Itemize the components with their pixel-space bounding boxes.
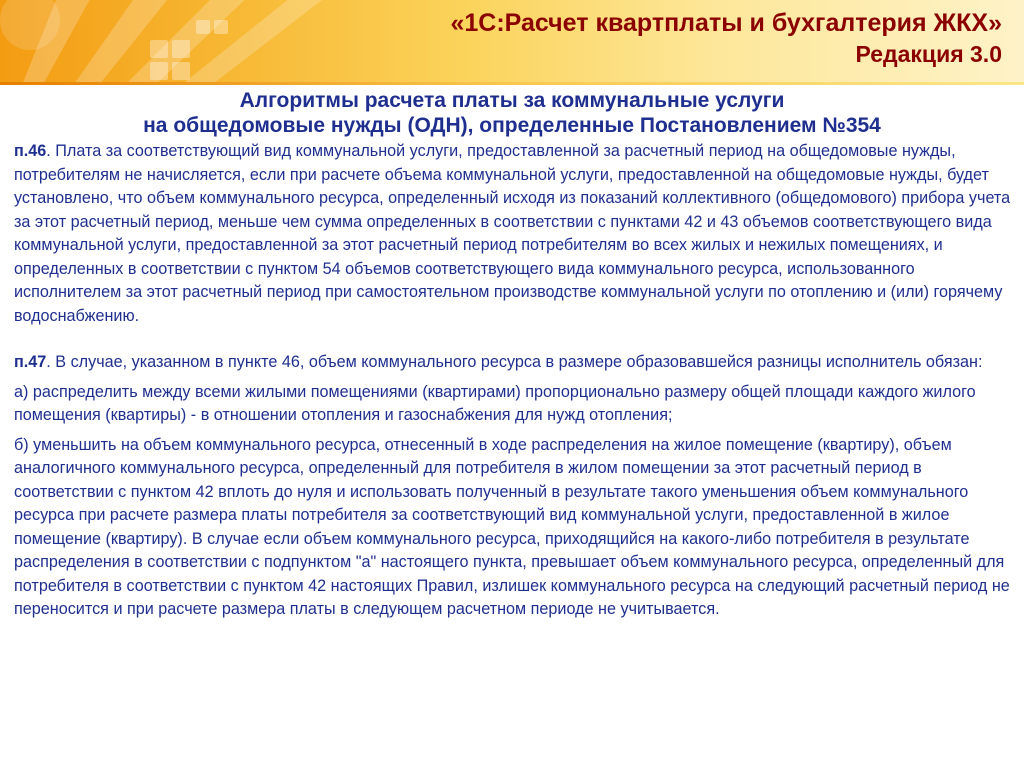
app-title: «1С:Расчет квартплаты и бухгалтерия ЖКХ» (450, 9, 1002, 37)
paragraph-47-text: . В случае, указанном в пункте 46, объем коммунального ресурса в размере образовавшейся разницы исполнитель обязан: (46, 353, 983, 371)
paragraph-46-number: п.46 (14, 142, 47, 160)
header-divider (0, 82, 1024, 85)
paragraph-47-number: п.47 (14, 353, 47, 371)
slide-heading (0, 88, 1024, 138)
slide-body (14, 140, 1014, 622)
paragraph-47 (14, 351, 1014, 375)
slide-header (0, 0, 1024, 82)
sunburst-decoration-icon (0, 0, 360, 82)
edition-label: Редакция 3.0 (855, 41, 1002, 67)
heading-line-1: Алгоритмы расчета платы за коммунальные услуги (239, 89, 785, 112)
heading-line-2: на общедомовые нужды (ОДН), определенные Постановлением №354 (143, 114, 881, 137)
subparagraph-a: а) распределить между всеми жилыми помещениями (квартирами) пропорционально размеру общей площади каждого жилого помещения (квартиры) - в отношении отопления и газоснабжения для нужд отопления; (14, 382, 976, 424)
paragraph-46-text: . Плата за соответствующий вид коммунальной услуги, предоставленной за расчетный период на общедомовые нужды, потребителям не начисляется, если при расчете объема коммунальной услуги, предоставленной на общедомовые нужды, будет установлено, что объем коммунального ресурса, определенный исходя из показаний коллективного (общедомового) прибора учета за этот расчетный период, меньше чем сумма определенных в соответствии с пунктами 42 и 43 объемов соответствующего вида коммунальной услуги, предоставленной за этот расчетный период потребителям во всех жилых и нежилых помещениях, и определенных в соответствии с пунктом 54 объемов соответствующего вида коммунального ресурса, использованного исполнителем за этот расчетный период при самостоятельном производстве коммунальной услуги по отоплению и (или) горячему водоснабжению. (14, 142, 1011, 325)
subparagraph-b: б) уменьшить на объем коммунального ресурса, отнесенный в ходе распределения на жилое помещение (квартиру), объем аналогичного коммунального ресурса, определенный для потребителя в жилом помещении за этот расчетный период в соответствии с пунктом 42 вплоть до нуля и использовать полученный в результате такого уменьшения объем коммунального ресурса при расчете размера платы потребителя за соответствующий вид коммунальной услуги, предоставленной в жилое помещение (квартиру). В случае если объем коммунального ресурса, приходящийся на какого-либо потребителя в результате распределения в соответствии с подпунктом "а" настоящего пункта, превышает объем коммунального ресурса, определенный для потребителя в соответствии с пунктом 42 настоящих Правил, излишек коммунального ресурса на следующий расчетный период не переносится и при расчете размера платы в следующем расчетном периоде не учитывается. (14, 435, 1010, 618)
paragraph-46 (14, 140, 1014, 328)
